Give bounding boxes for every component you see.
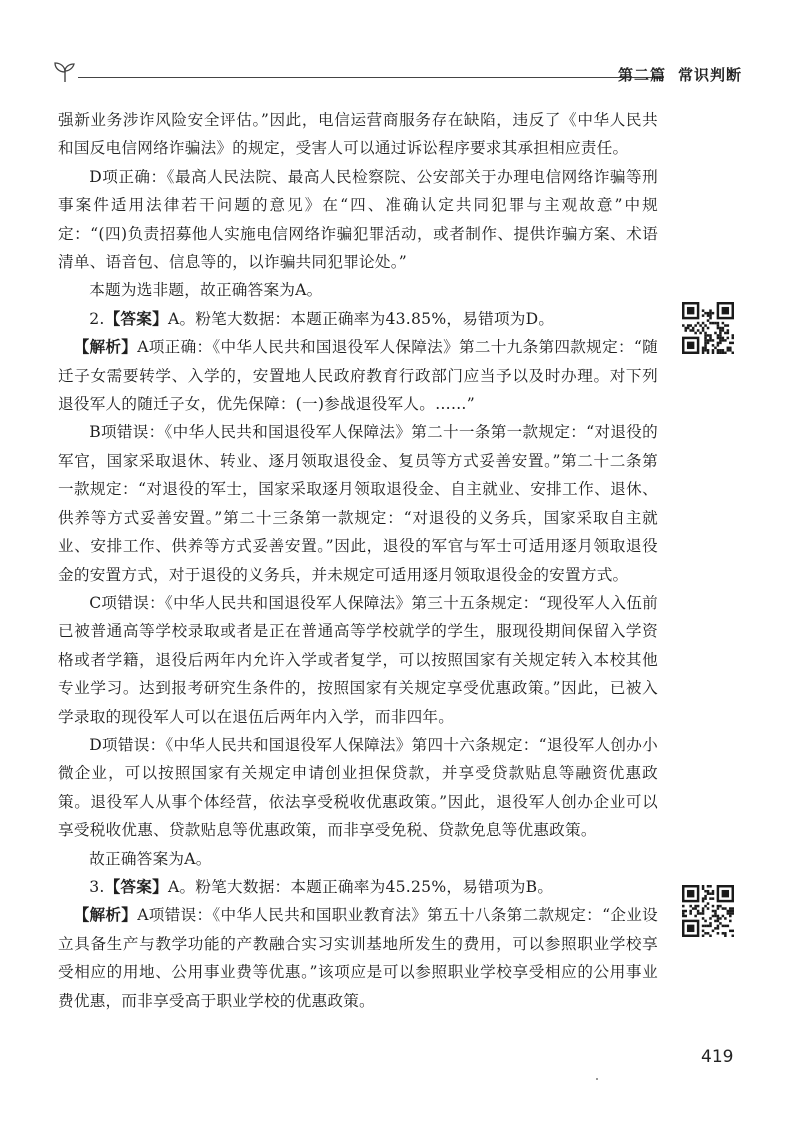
analysis-tag: 【解析】 (73, 906, 138, 925)
paragraph-continued: 强新业务涉诈风险安全评估。”因此，电信运营商服务存在缺陷，违反了《中华人民共和国反电信网络诈骗法》的规定，受害人可以通过诉讼程序要求其承担相应责任。 (58, 111, 658, 158)
paragraph-conclusion-q1: 本题为选非题，故正确答案为A。 (89, 281, 323, 300)
print-speck (596, 1078, 598, 1080)
qr-code-icon[interactable] (682, 302, 734, 354)
header-rule (78, 77, 664, 78)
answer-q3: 3.【答案】A。粉笔大数据：本题正确率为45.25%，易错项为B。 (89, 877, 554, 896)
header-section: 常识判断 (677, 66, 742, 84)
paragraph-option-d-q1: D项正确：《最高人民法院、最高人民检察院、公安部关于办理电信网络诈骗等刑事案件适用法律若干问题的意见》在“四、准确认定共同犯罪与主观故意”中规定：“(四)负责招募他人实施电信网络诈骗犯罪活动，或者制作、提供诈骗方案、术语清单、语音包、信息等的，以诈骗共同犯罪论处。” (58, 167, 658, 272)
analysis-tag: 【解析】 (73, 338, 138, 357)
answer-tag: 【答案】 (104, 309, 168, 328)
sprout-icon (52, 58, 78, 84)
running-header (52, 58, 742, 88)
answer-tag: 【答案】 (104, 877, 168, 896)
question-number: 2. (89, 309, 105, 328)
answer-q2: 2.【答案】A。粉笔大数据：本题正确率为43.85%，易错项为D。 (89, 309, 555, 328)
header-title (618, 64, 742, 85)
qr-code-icon[interactable] (682, 885, 734, 937)
analysis-q2: 【解析】A项正确：《中华人民共和国退役军人保障法》第二十九条第四款规定：“随迁子女需要转学、入学的，安置地人民政府教育行政部门应当予以及时办理。对下列退役军人的随迁子女，优先保障：(一)参战退役军人。……” (58, 338, 658, 414)
paragraph-conclusion-q2: 故正确答案为A。 (89, 849, 212, 868)
paragraph-option-b-q2: B项错误：《中华人民共和国退役军人保障法》第二十一条第一款规定：“对退役的军官，国家采取退休、转业、逐月领取退役金、复员等方式妥善安置。”第二十二条第一款规定：“对退役的军士，国家采取逐月领取退役金、自主就业、安排工作、退休、供养等方式妥善安置。”第二十三条第一款规定：“对退役的义务兵，国家采取自主就业、安排工作、供养等方式妥善安置。”因此，退役的军官与军士可适用逐月领取退役金的安置方式，对于退役的义务兵，并未规定可适用逐月领取退役金的安置方式。 (58, 423, 658, 584)
page-number: 419 (701, 1047, 734, 1067)
header-part: 第二篇 (617, 66, 666, 84)
analysis-q3: 【解析】A项错误：《中华人民共和国职业教育法》第五十八条第二款规定：“企业设立具备生产与教学功能的产教融合实习实训基地所发生的费用，可以参照职业学校享受相应的用地、公用事业费等优惠。”该项应是可以参照职业学校享受相应的公用事业费优惠，而非享受高于职业学校的优惠政策。 (58, 906, 658, 1010)
body-text (58, 106, 658, 1015)
paragraph-option-d-q2: D项错误：《中华人民共和国退役军人保障法》第四十六条规定：“退役军人创办小微企业，可以按照国家有关规定申请创业担保贷款，并享受贷款贴息等融资优惠政策。退役军人从事个体经营，依法享受税收优惠政策。”因此，退役军人创办企业可以享受税收优惠、贷款贴息等优惠政策，而非享受免税、贷款免息等优惠政策。 (58, 735, 658, 840)
question-number: 3. (89, 877, 105, 896)
paragraph-option-c-q2: C项错误：《中华人民共和国退役军人保障法》第三十五条规定：“现役军人入伍前已被普通高等学校录取或者是正在普通高等学校就学的学生，服现役期间保留入学资格或者学籍，退役后两年内允许入学或者复学，可以按照国家有关规定转入本校其他专业学习。达到报考研究生条件的，按照国家有关规定享受优惠政策。”因此，已被入学录取的现役军人可以在退伍后两年内入学，而非四年。 (58, 593, 658, 726)
